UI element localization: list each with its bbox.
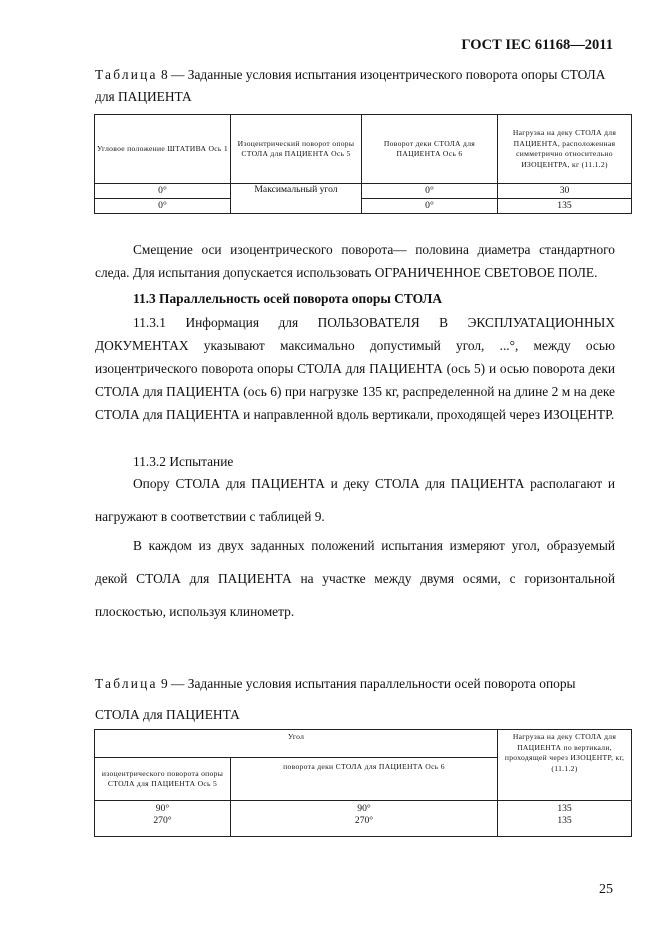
table9-value: 270° [153,815,172,826]
table9-label: Таблица [95,676,158,691]
table8-caption-line2: для ПАЦИЕНТА [95,89,192,104]
table9-header-isocentric: изоцентрического поворота опоры СТОЛА для ПАЦИЕНТА Ось 5 [95,758,231,801]
table8-header-deck-rotation: Поворот деки СТОЛА для ПАЦИЕНТА Ось 6 [362,115,498,184]
table9-caption [95,668,615,730]
table9-cell-axis6 [231,801,498,837]
table9 [94,729,632,837]
paragraph-test-measure: В каждом из двух заданных положений испытания измеряют угол, образуемый декой СТОЛА для ПАЦИЕНТА на участке между двумя осями, с горизонтальной плоскостью, используя клинометр. [95,538,615,619]
table9-value: 270° [354,815,374,826]
page-number: 25 [599,882,613,897]
table8-cell: 135 [498,199,632,214]
table8-cell: 0° [362,184,498,199]
table9-value: 135 [557,803,572,814]
table9-header-deck-rotation: поворота деки СТОЛА для ПАЦИЕНТА Ось 6 [231,758,498,801]
table8-header-row [95,115,632,184]
table9-value: 90° [357,803,371,814]
table9-header-load: Нагрузка на деку СТОЛА для ПАЦИЕНТА по вертикали, проходящей через ИЗОЦЕНТР, кг, (11.1.2) [498,730,632,801]
table8-cell: Максимальный угол [231,184,362,214]
table8-cell: 0° [95,199,231,214]
table8-caption [95,64,615,108]
table8-header-isocentric: Изоцентрический поворот опоры СТОЛА для ПАЦИЕНТА Ось 5 [231,115,362,184]
table9-cell-load [498,801,632,837]
paragraph-11-3-1: 11.3.1 Информация для ПОЛЬЗОВАТЕЛЯ В ЭКСПЛУАТАЦИОННЫХ ДОКУМЕНТАХ указывают максимально допустимый угол, ...°, между осью изоцентрического поворота опоры СТОЛА для ПАЦИЕНТА (ось 5) и осью поворота деки СТОЛА для ПАЦИЕНТА (ось 6) при нагрузке 135 кг, распределенной на длине 2 м на деке СТОЛА для ПАЦИЕНТА и направленной вдоль вертикали, проходящей через ИЗОЦЕНТР. [95,315,615,422]
paragraph-offset-note: Смещение оси изоцентрического поворота— половина диаметра стандартного следа. Для испытания допускается использовать ОГРАНИЧЕННОЕ СВЕТОВОЕ ПОЛЕ. [95,242,615,280]
table-row [95,184,632,199]
table8-caption-line1: 8 — Заданные условия испытания изоцентрического поворота опоры СТОЛА [161,67,606,82]
section-heading-11-3: 11.3 Параллельность осей поворота опоры СТОЛА [133,291,442,306]
section-heading-11-3-2: 11.3.2 Испытание [133,454,234,469]
table9-caption-line1: 9 — Заданные условия испытания параллельности осей поворота опоры [161,676,576,691]
paragraph-test-setup: Опору СТОЛА для ПАЦИЕНТА и деку СТОЛА для ПАЦИЕНТА располагают и нагружают в соответствии с таблицей 9. [95,476,615,524]
table9-value: 135 [557,815,572,826]
table-row [95,199,632,214]
table9-value: 90° [155,803,170,814]
table9-header-angle: Угол [95,730,498,758]
table8 [94,114,632,214]
table9-caption-line2: СТОЛА для ПАЦИЕНТА [95,707,240,722]
table8-label: Таблица [95,67,158,82]
table8-cell: 30 [498,184,632,199]
document-standard-header: ГОСТ IEC 61168—2011 [461,37,613,53]
table8-cell: 0° [362,199,498,214]
table8-header-gantry: Угловое положение ШТАТИВА Ось 1 [95,115,231,184]
table9-group-header-row [95,730,632,758]
table9-cell-axis5 [95,801,231,837]
table-row [95,801,632,837]
table8-cell: 0° [95,184,231,199]
table8-header-load: Нагрузка на деку СТОЛА для ПАЦИЕНТА, расположенная симметрично относительно ИЗОЦЕНТРА, кг (11.1.2) [498,115,632,184]
